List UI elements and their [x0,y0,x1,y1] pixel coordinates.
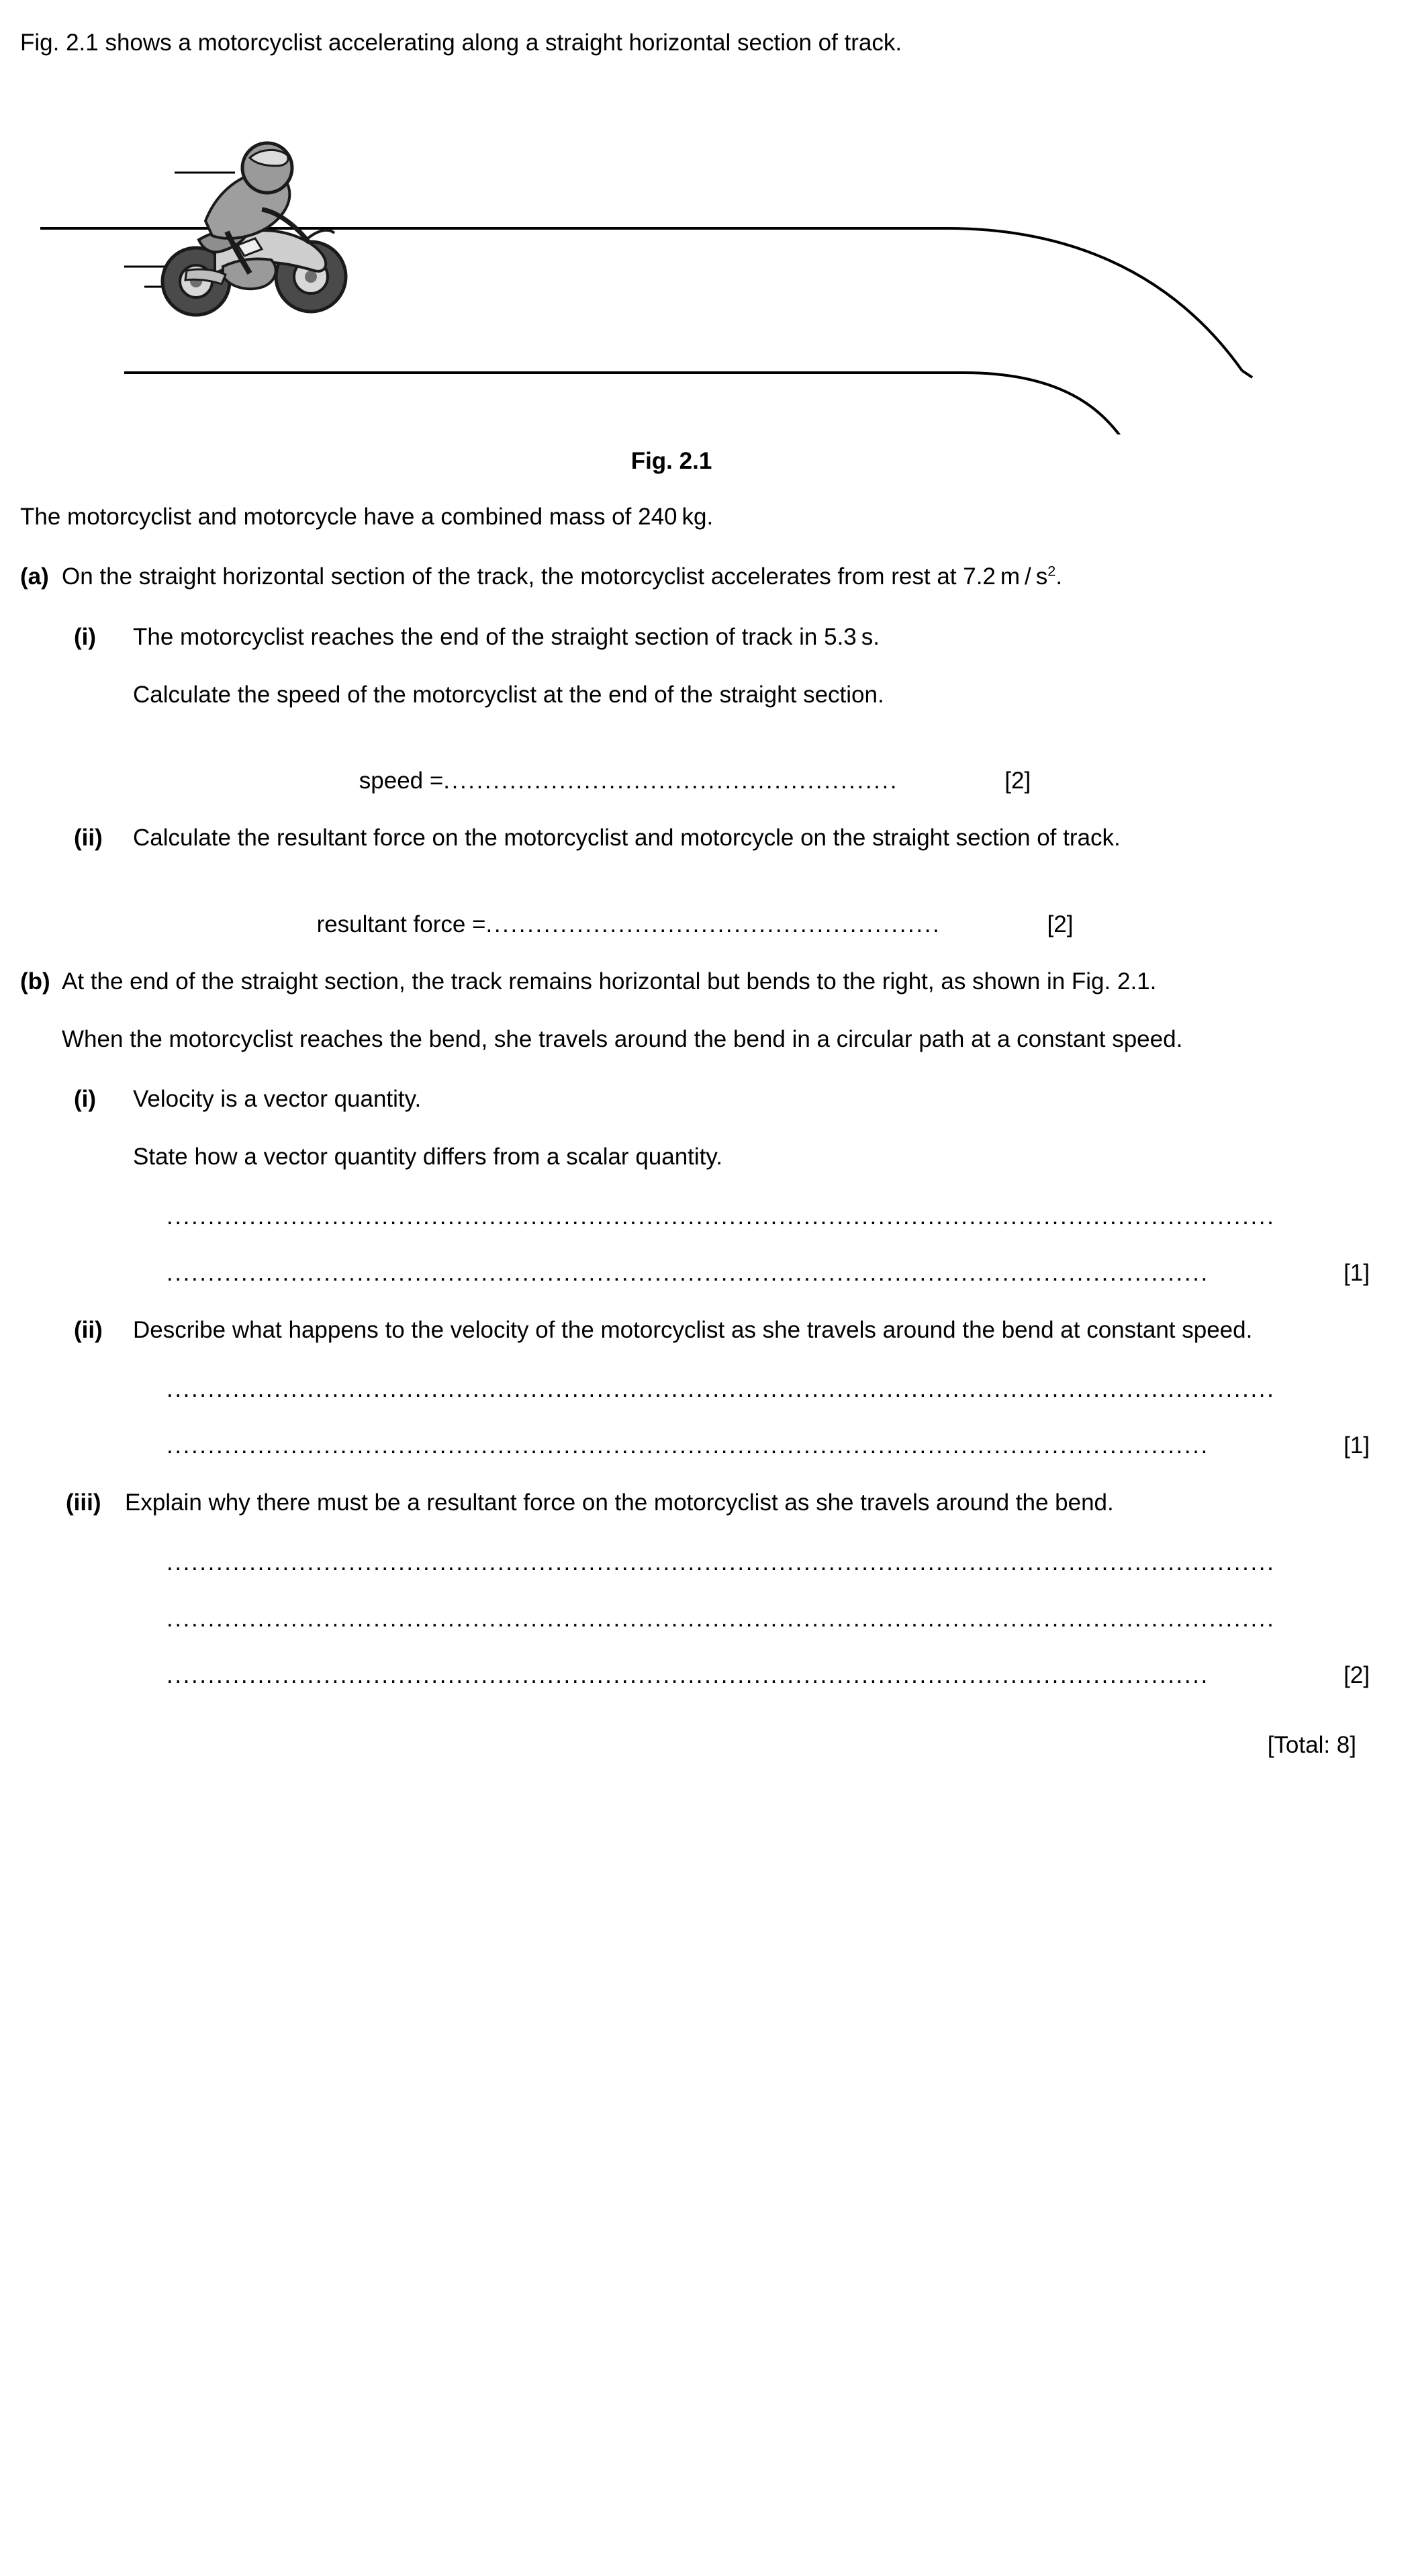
mass-statement: The motorcyclist and motorcycle have a combined mass of 240 kg. [20,504,714,531]
question-b-i [13,1083,1370,1173]
question-b-i-body [133,1083,1370,1173]
answer-dots[interactable]: .............................................................................................................................. [167,1259,1209,1286]
question-a-i-line1: The motorcyclist reaches the end of the straight section of track in 5.3 s. [133,623,880,650]
track-and-motorcycle-illustration [13,72,1383,434]
answer-rule-b-iii-3[interactable] [167,1662,1370,1689]
total-marks: [Total: 8] [1267,1732,1356,1759]
answer-label-resultant-force: resultant force = [316,911,486,937]
question-b-i-label: (i) [74,1086,97,1113]
question-a [13,560,1370,594]
marks-a-i: [2] [1004,768,1031,794]
figure-2-1 [13,72,1370,448]
answer-rule-b-ii-2[interactable] [167,1432,1370,1459]
answer-dots[interactable]: ...................................................................................................................................... [167,1549,1276,1576]
marks-b-ii: [1] [1344,1432,1370,1459]
answer-label-speed: speed = [359,768,444,794]
figure-caption: Fig. 2.1 [630,448,712,475]
question-b-label: (b) [20,968,50,995]
question-b-text: At the end of the straight section, the track remains horizontal but bends to the right, as shown in Fig. 2.1. [62,968,1157,995]
intro-text: Fig. 2.1 shows a motorcyclist accelerating along a straight horizontal section of track. [20,30,902,56]
question-a-i-body [133,620,1370,711]
answer-rule-b-iii-2[interactable] [167,1606,1370,1632]
question-a-text-sup: 2 [1047,562,1056,580]
answer-dots[interactable]: .............................................................................................................................. [167,1662,1209,1689]
answer-dots-speed[interactable]: ....................................................... [443,768,899,794]
question-b [13,965,1370,1056]
question-a-i [13,620,1370,711]
marks-a-ii: [2] [1047,911,1074,937]
answer-dots[interactable]: .............................................................................................................................. [167,1432,1209,1459]
question-a-ii [13,821,1370,855]
question-a-label: (a) [20,563,49,590]
question-a-ii-label: (ii) [74,825,103,852]
question-a-i-label: (i) [74,623,97,650]
question-a-ii-line1: Calculate the resultant force on the motorcyclist and motorcycle on the straight section of track. [133,825,1121,852]
answer-dots[interactable]: ...................................................................................................................................... [167,1203,1276,1230]
track-lower-edge [124,373,1141,434]
answer-dots[interactable]: ...................................................................................................................................... [167,1606,1276,1632]
question-a-text-end: . [1055,563,1063,590]
question-b-i-line2: State how a vector quantity differs from a scalar quantity. [133,1144,723,1170]
answer-rule-b-i-2[interactable] [167,1260,1370,1287]
question-b-i-line1: Velocity is a vector quantity. [133,1086,422,1113]
marks-b-i: [1] [1344,1259,1370,1286]
question-b-iii-label: (iii) [66,1489,101,1516]
question-b-iii [13,1486,1370,1520]
question-b-iii-line1: Explain why there must be a resultant force on the motorcyclist as she travels around the bend. [125,1489,1114,1516]
answer-line-resultant-force[interactable] [13,911,1370,938]
question-b-ii-line1: Describe what happens to the velocity of the motorcyclist as she travels around the bend at constant speed. [133,1316,1253,1343]
question-a-i-line2: Calculate the speed of the motorcyclist at the end of the straight section. [133,681,884,708]
question-a-text-main: On the straight horizontal section of the track, the motorcyclist accelerates from rest at 7.2 m / s [62,563,1048,590]
answer-rule-b-iii-1[interactable] [167,1549,1370,1576]
question-b-ii-label: (ii) [74,1316,103,1343]
answer-rule-b-ii-1[interactable] [167,1376,1370,1403]
answer-dots-resultant-force[interactable]: ....................................................... [485,911,941,937]
answer-line-speed[interactable] [13,768,1370,794]
answer-dots[interactable]: ...................................................................................................................................... [167,1376,1276,1403]
track-upper-edge-tip [1242,371,1252,377]
question-a-text [62,560,1370,594]
question-b-body [62,965,1370,1056]
answer-rule-b-i-1[interactable] [167,1203,1370,1230]
question-b-text2: When the motorcyclist reaches the bend, she travels around the bend in a circular path at a constant speed. [62,1025,1183,1052]
marks-b-iii: [2] [1344,1662,1370,1689]
question-b-ii [13,1314,1370,1347]
